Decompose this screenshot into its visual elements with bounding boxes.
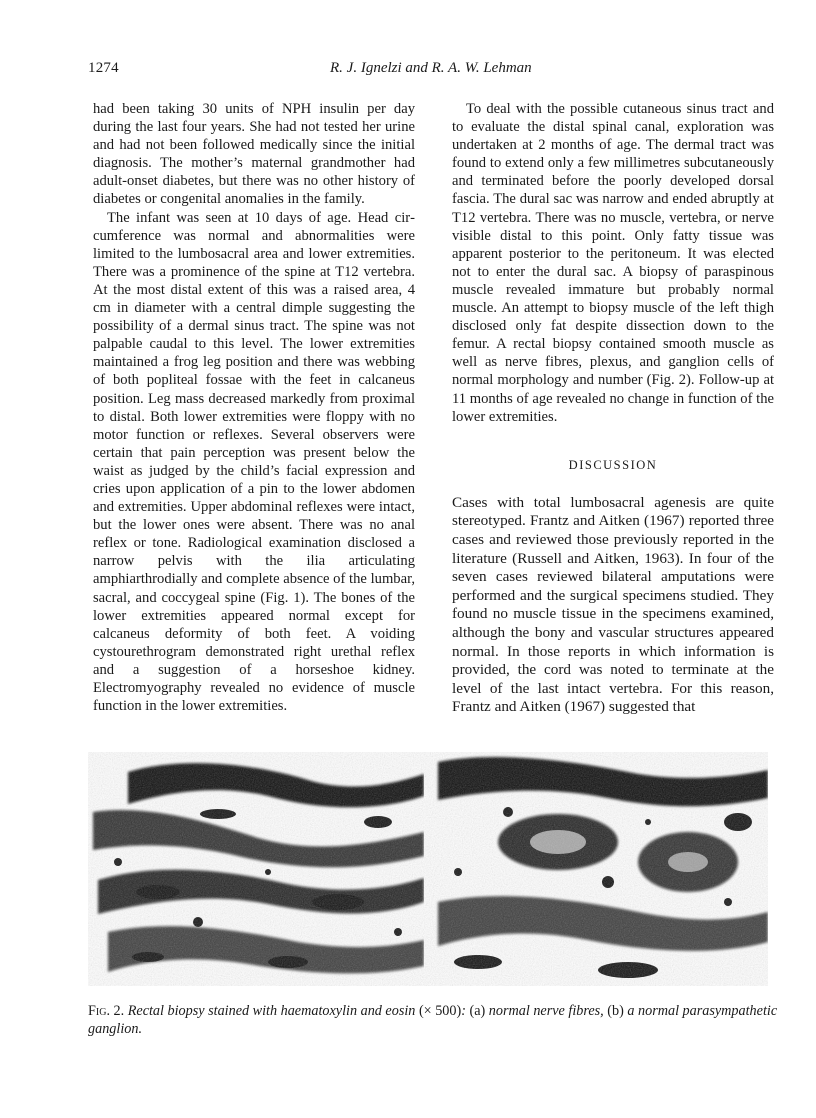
paragraph: The infant was seen at 10 days of age. Head circumference was normal and abnormalities were limited to the lumbosacral area and lower extremities. There was a prominence of the spine at T12 vertebra. At the most distal extent of this was a raised area, 4 cm in diameter with a central dimple suggesting the possibility of a dermal sinus tract. The spine was not palpable caudal to this level. The lower extremities maintained a frog leg position and there was webbing of both popliteal fossae with the feet in calcaneus position. Leg mass decreased markedly from proximal to distal. Both lower extremities were floppy with no motor function or reflexes. Several observers were certain that pain perception was present below the waist as judged by the child’s facial expression and cries upon application of a pin to the lower abdomen and extremities. Upper abdominal reflexes were intact, but the lower ones were absent. There was no anal reflex or tone. Radiological examination disclosed a narrow pelvis with the ilia articulating amphiarthrodially and complete absence of the lumbar, sacral, and coccygeal spine (Fig. 1). The bones of the lower extremities appeared normal except for calcaneus deformity of both feet. A voiding cystourethrogram demonstrated right urethal reflex and a suggestion of a horseshoe kidney. Electromyography revealed no evidence of muscle function in the lower extremities. <box>93 209 415 715</box>
paragraph: To deal with the possible cutaneous sinus tract and to evaluate the distal spinal canal, exploration was undertaken at 2 months of age. The dermal tract was found to extend only a few millimetres subcutaneously and terminated before the poorly developed dorsal fascia. The dural sac was narrow and ended abruptly at T12 vertebra. There was no muscle, vertebra, or nerve visible distal to this point. Only fatty tissue was apparent posterior to the peritoneum. It was elected not to enter the dural sac. A biopsy of paraspinous muscle revealed immature but probably normal muscle. An attempt to biopsy muscle of the left thigh disclosed only fat despite dissection down to the femur. A rectal biopsy contained smooth muscle as well as nerve fibres, plexus, and ganglion cells of normal morphology and number (Fig. 2). Follow-up at 11 months of age revealed no change in function of the lower extremities. <box>452 101 774 425</box>
part-b-text: a normal parasympathetic ganglion. <box>88 1003 778 1037</box>
part-a-marker: (a) <box>469 1003 486 1019</box>
figure-caption <box>88 1002 778 1038</box>
figure-micrograph <box>88 752 768 986</box>
section-heading: DISCUSSION <box>568 457 658 472</box>
grain-texture <box>88 752 768 986</box>
right-column <box>452 100 774 717</box>
caption-colon: : <box>461 1003 466 1019</box>
page-number: 1274 <box>88 60 119 76</box>
magnification: (× 500) <box>418 1003 462 1019</box>
figure-label: Fig. 2. <box>88 1003 125 1019</box>
micrograph-image <box>88 752 768 986</box>
part-b-marker: (b) <box>607 1003 624 1019</box>
caption-text: Rectal biopsy stained with haematoxylin and eosin <box>127 1003 416 1019</box>
paragraph: Cases with total lumbosacral agenesis are quite stereotyped. Frantz and Aitken (1967) reported three cases and reviewed those previously reported in the literature (Russell and Aitken, 1963). In four of the seven cases reviewed bilateral amputations were performed and the surgical specimens studied. They found no muscle tissue in the specimens examined, although the bony and vascular structures appeared normal. In those reports in which information is provided, the cord was noted to terminate at the level of the last intact vertebra. For this reason, Frantz and Aitken (1967) suggested that <box>452 493 774 716</box>
running-head: R. J. Ignelzi and R. A. W. Lehman <box>330 60 532 76</box>
left-column <box>93 100 415 715</box>
paragraph: had been taking 30 units of NPH insulin per day during the last four years. She had not tested her urine and had not been followed medically since the initial diagnosis. The mother’s maternal grandmother had adult-onset diabetes, but there was no other history of diabetes or congenital anomalies in the family. <box>93 101 415 208</box>
part-a-text: normal nerve fibres, <box>488 1003 604 1019</box>
